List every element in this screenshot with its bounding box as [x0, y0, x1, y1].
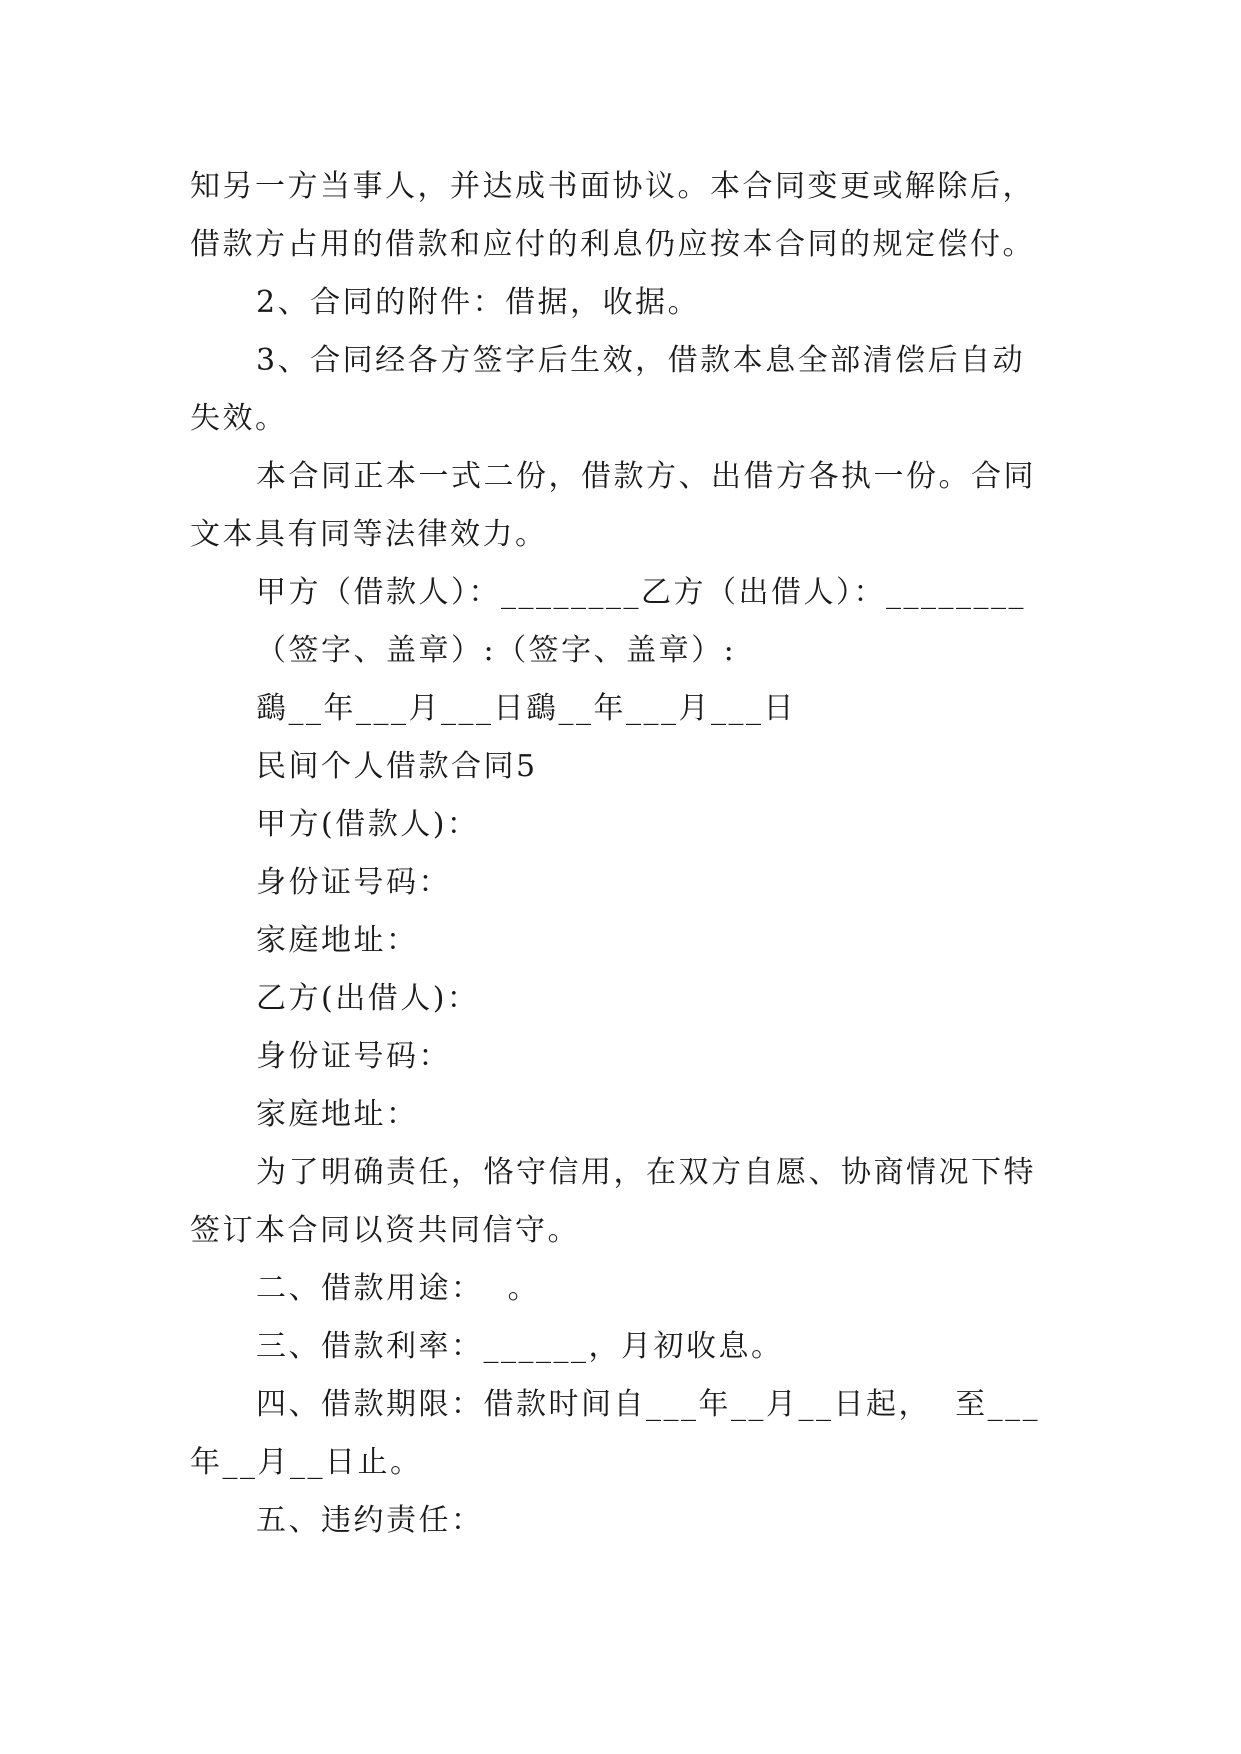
- clause-loan-purpose: 二、借款用途： 。: [256, 1271, 541, 1306]
- paragraph-line: 文本具有同等法律效力。: [190, 517, 548, 552]
- party-b-address-label: 家庭地址：: [256, 1097, 419, 1132]
- party-a-label: 甲方(借款人)：: [256, 807, 480, 842]
- clause-liability: 五、违约责任：: [256, 1503, 484, 1538]
- paragraph-line: 签订本合同以资共同信守。: [190, 1213, 580, 1248]
- paragraph-line: 本合同正本一式二份，借款方、出借方各执一份。合同: [256, 459, 1036, 494]
- clause-loan-term-cont: 年__月__日止。: [190, 1445, 423, 1480]
- party-b-id-label: 身份证号码：: [256, 1039, 451, 1074]
- paragraph-line: 2、合同的附件：借据，收据。: [256, 285, 701, 320]
- paragraph-line: 失效。: [190, 401, 288, 436]
- section-title: 民间个人借款合同5: [256, 749, 538, 784]
- document-body: [190, 158, 1060, 1550]
- date-line: 鷂__年___月___日鷂__年___月___日: [256, 691, 796, 726]
- party-b-label: 乙方(出借人)：: [256, 981, 480, 1016]
- signature-line: 甲方（借款人）：________乙方（出借人）：________: [256, 575, 1026, 610]
- signature-line: （签字、盖章）:（签字、盖章）:: [256, 633, 737, 668]
- paragraph-line: 为了明确责任，恪守信用，在双方自愿、协商情况下特: [256, 1155, 1036, 1190]
- paragraph-line: 3、合同经各方签字后生效，借款本息全部清偿后自动: [256, 343, 1026, 378]
- paragraph-line: 借款方占用的借款和应付的利息仍应按本合同的规定偿付。: [190, 227, 1035, 262]
- paragraph-line: 知另一方当事人，并达成书面协议。本合同变更或解除后，: [190, 169, 1035, 204]
- party-a-address-label: 家庭地址：: [256, 923, 419, 958]
- party-a-id-label: 身份证号码：: [256, 865, 451, 900]
- clause-interest-rate: 三、借款利率：______，月初收息。: [256, 1329, 784, 1364]
- clause-loan-term: 四、借款期限：借款时间自___年__月__日起， 至___: [256, 1387, 1041, 1422]
